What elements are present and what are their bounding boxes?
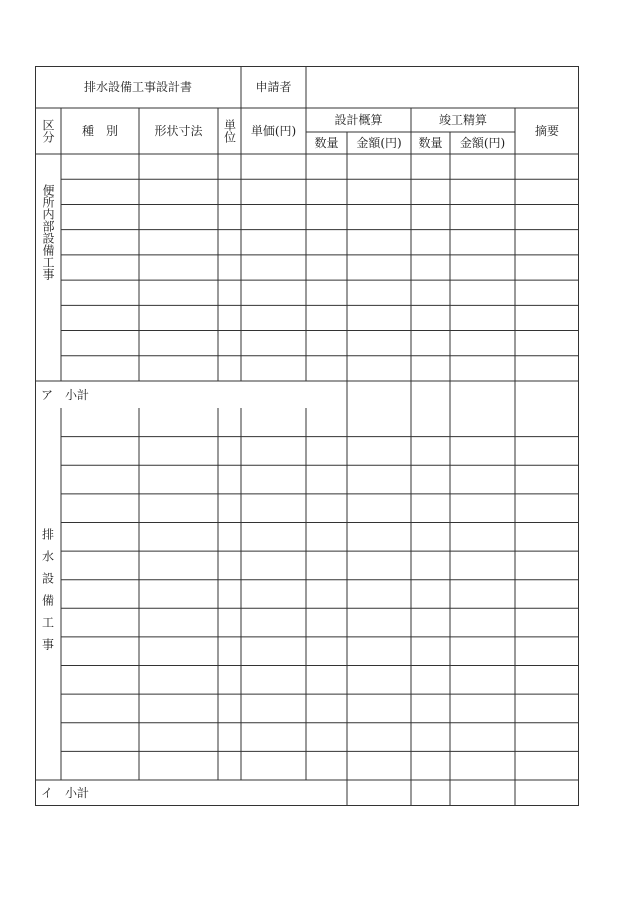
- section-label-haisui: [35, 408, 61, 780]
- applicant-label: 申請者: [255, 80, 292, 94]
- section-label-benjo: [35, 154, 61, 381]
- header-keijo: 形状寸法: [154, 124, 203, 138]
- section-label-haisui-text: 排水設備工事: [40, 528, 55, 660]
- header-tanka: 単価(円): [250, 124, 297, 138]
- header-sekkei-kingaku: 金額(円): [356, 136, 402, 150]
- header-tekiyo: 摘要: [534, 124, 559, 138]
- header-sekkei-suryo: 数量: [314, 136, 339, 150]
- header-shunko-kingaku: 金額(円): [459, 136, 506, 150]
- design-document-form: [35, 66, 579, 806]
- applicant-field[interactable]: [306, 66, 579, 108]
- header-tani: [218, 108, 241, 154]
- header-shubetsu: 種 別: [81, 124, 118, 138]
- header-kubun-text: 区分: [41, 119, 55, 143]
- document-title: 排水設備工事設計書: [83, 80, 192, 94]
- subtotal-i-label: イ 小計: [41, 786, 90, 800]
- header-shunko: 竣工精算: [438, 113, 487, 127]
- form-grid: [35, 66, 579, 806]
- header-shunko-suryo: 数量: [418, 136, 443, 150]
- subtotal-a-label: ア 小計: [41, 387, 90, 402]
- header-kubun: [35, 108, 61, 154]
- section-label-benjo-text: 便所内部設備工事: [41, 184, 55, 280]
- header-tani-text: 単位: [222, 119, 237, 143]
- header-sekkei: 設計概算: [334, 113, 383, 127]
